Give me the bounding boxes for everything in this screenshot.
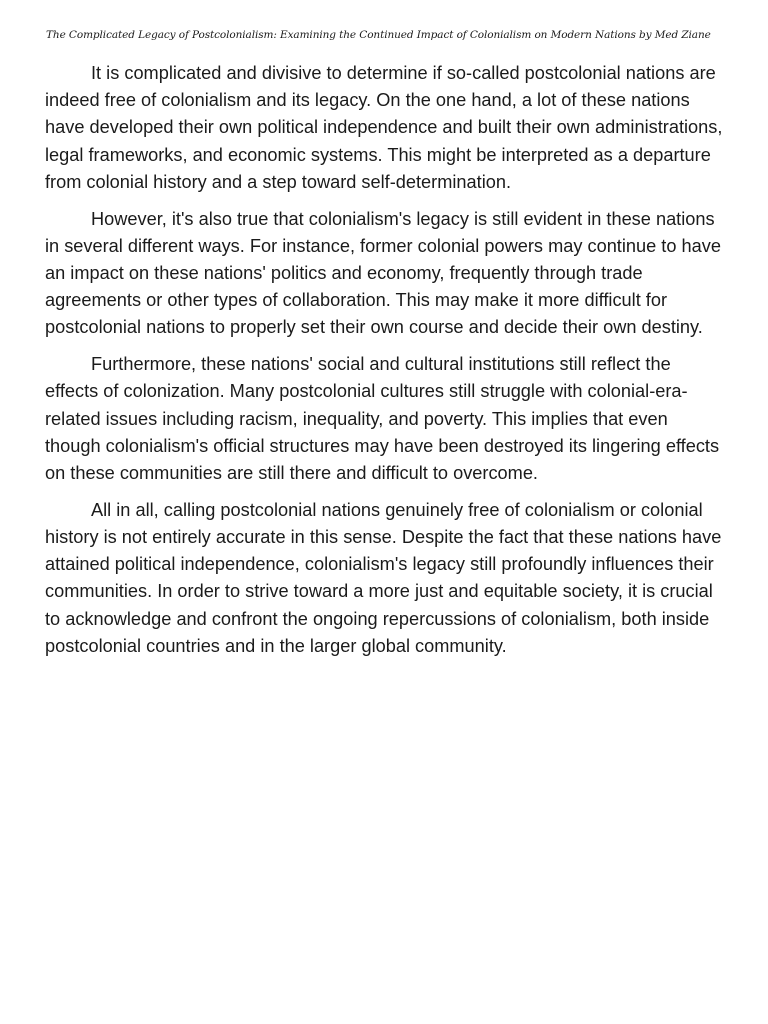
document-body (45, 60, 725, 670)
paragraph-2: However, it's also true that colonialism's legacy is still evident in these nations in several different ways. For instance, former colonial powers may continue to have an impact on these nations' politics and economy, frequently through trade agreements or other types of collaboration. This may make it more difficult for postcolonial nations to properly set their own course and decide their own destiny. (45, 208, 721, 338)
paragraph-4: All in all, calling postcolonial nations genuinely free of colonialism or colonial history is not entirely accurate in this sense. Despite the fact that these nations have attained political independence, colonialism's legacy still profoundly influences their communities. In order to strive toward a more just and equitable society, it is crucial to acknowledge and confront the ongoing repercussions of colonialism, both inside postcolonial countries and in the larger global community. (45, 499, 722, 656)
paragraph-1: It is complicated and divisive to determine if so-called postcolonial nations are indeed free of colonialism and its legacy. On the one hand, a lot of these nations have developed their own political independence and built their own administrations, legal frameworks, and economic systems. This might be interpreted as a departure from colonial history and a step toward self-determination. (45, 63, 723, 192)
paragraph-3: Furthermore, these nations' social and cultural institutions still reflect the effects of colonization. Many postcolonial cultures still struggle with colonial-era-related issues including racism, inequality, and poverty. This implies that even though colonialism's official structures may have been destroyed its lingering effects on these communities are still there and difficult to overcome. (45, 354, 720, 484)
running-header-title: The Complicated Legacy of Postcolonialism: Examining the Continued Impact of Colonialism on Modern Nations by Med Ziane (46, 29, 711, 41)
